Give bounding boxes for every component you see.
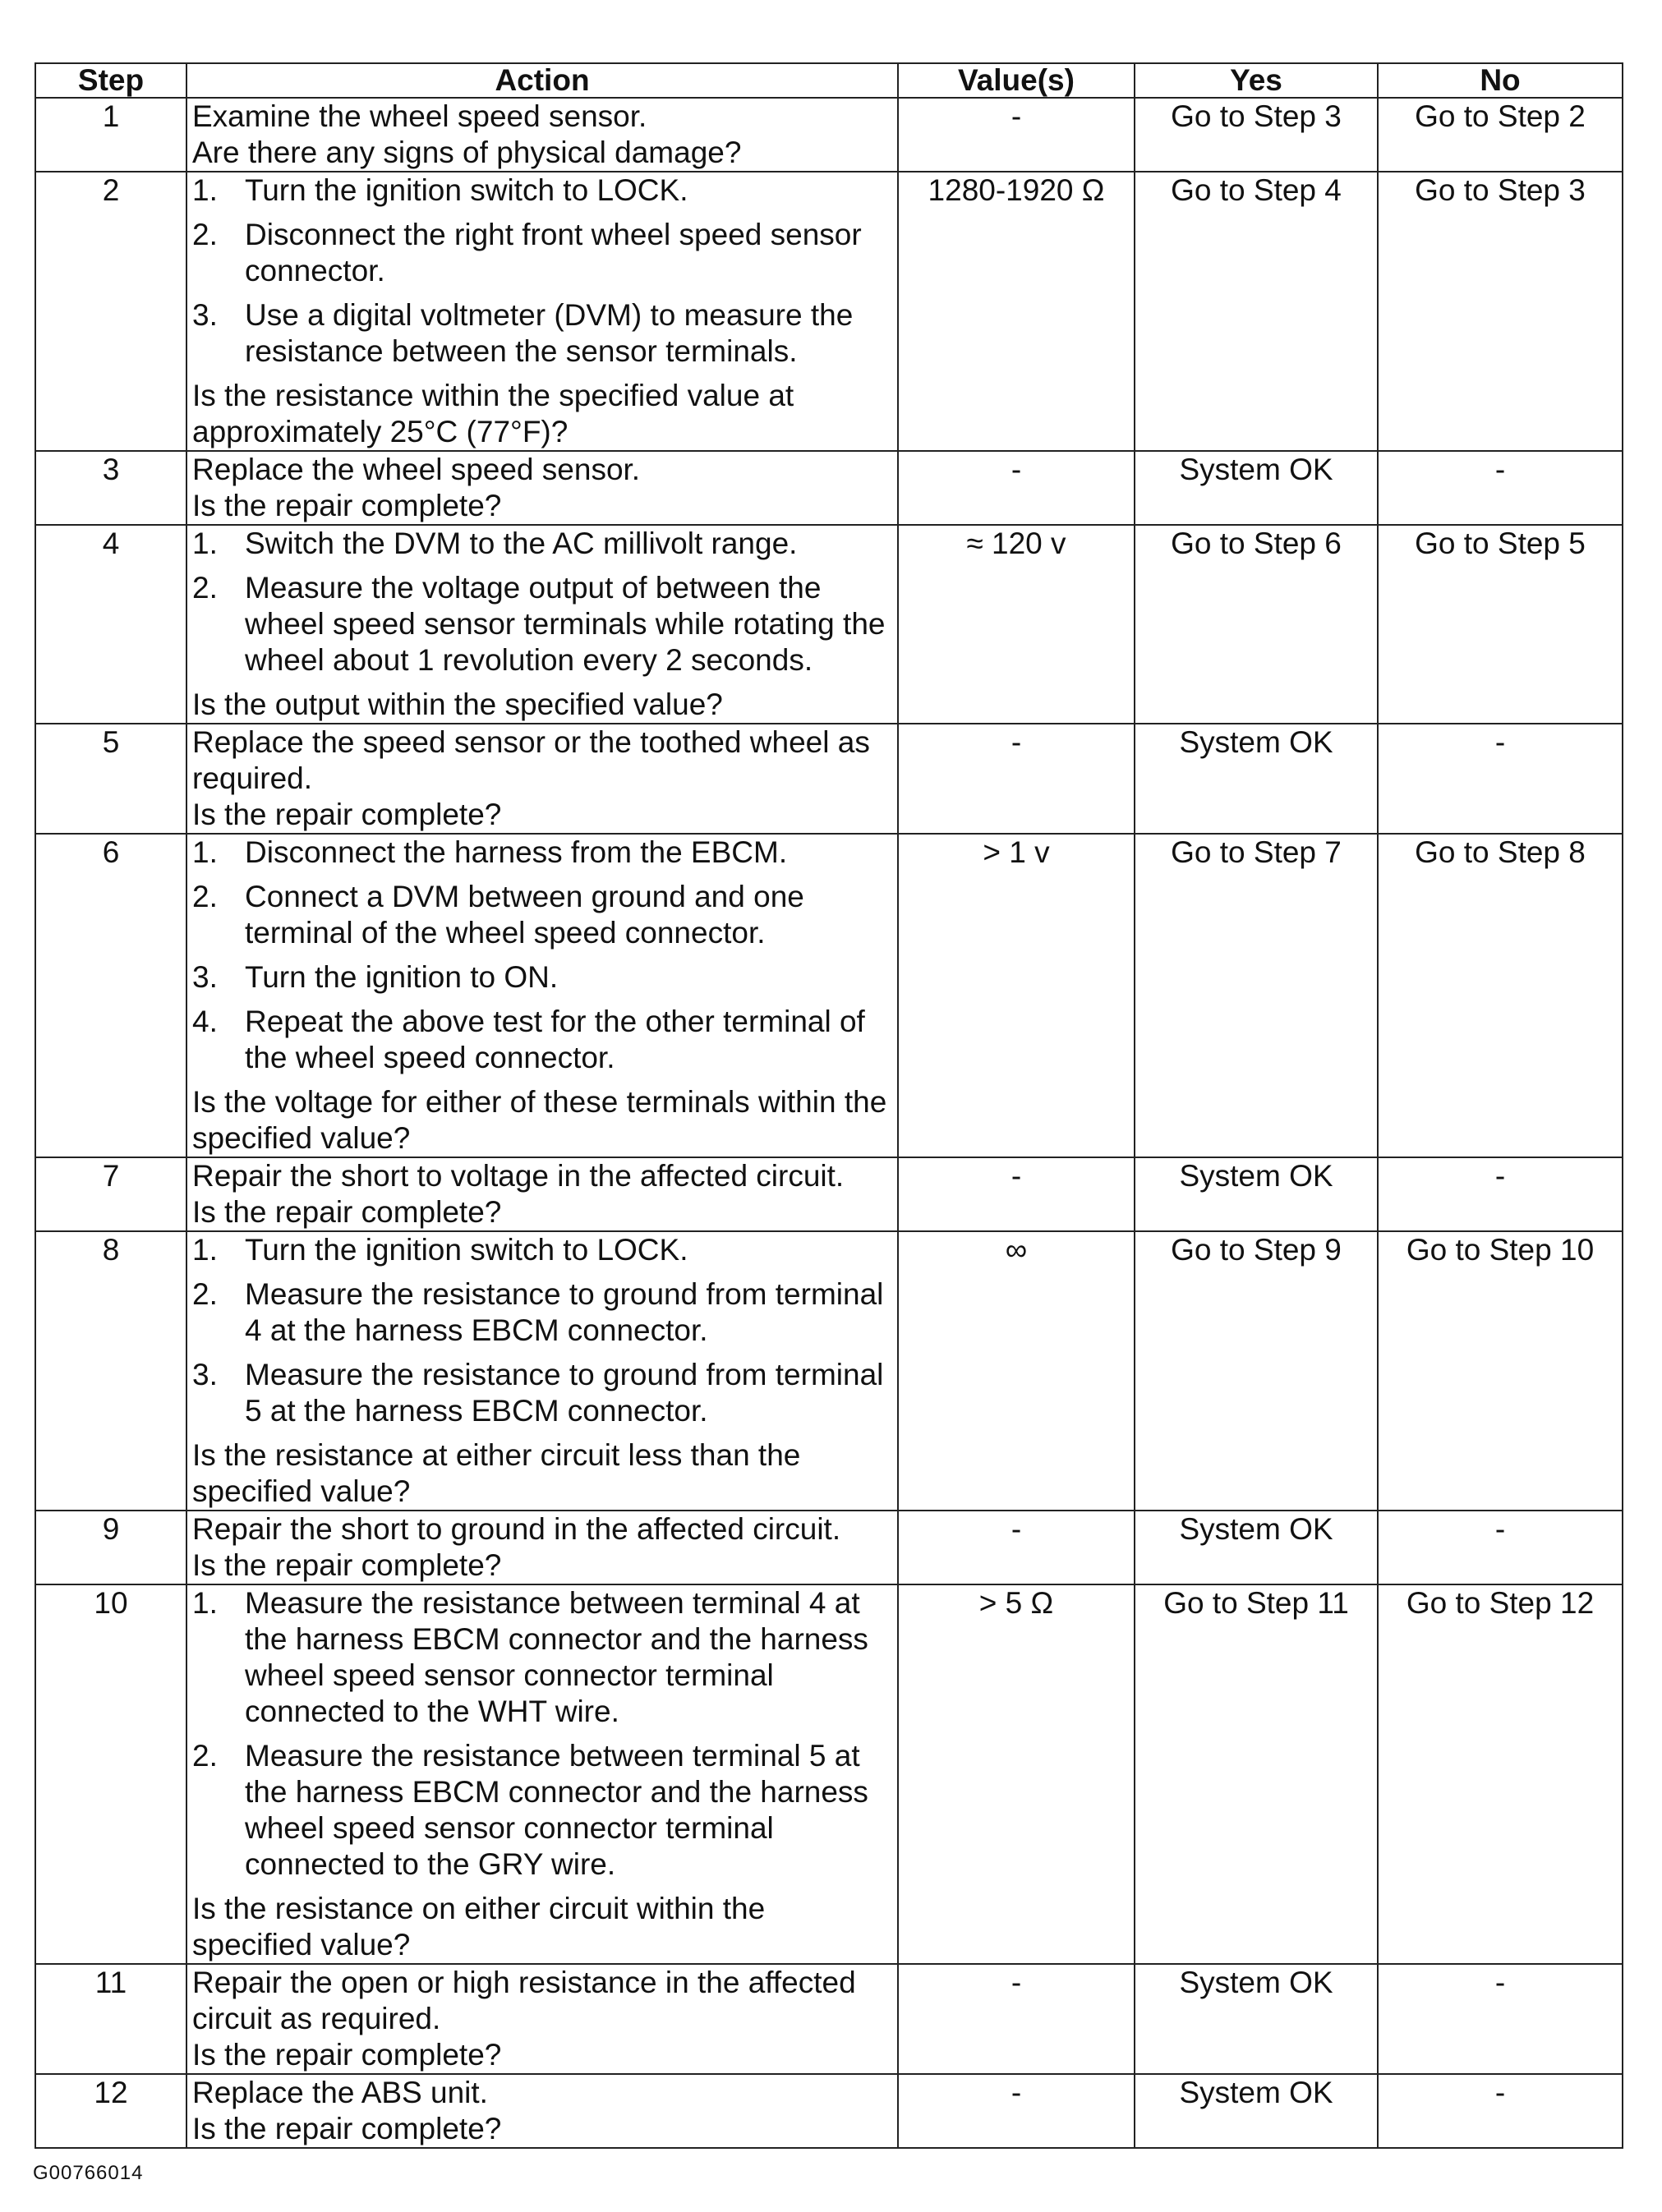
header-row [35, 63, 1623, 98]
no-cell: Go to Step 5 [1378, 525, 1623, 724]
action-item-number: 2. [192, 571, 218, 605]
table-row [35, 1511, 1623, 1584]
no-cell: - [1378, 724, 1623, 834]
step-number-cell: 9 [35, 1511, 186, 1584]
action-list-item [192, 1738, 892, 1883]
step-number-cell: 2 [35, 172, 186, 451]
action-item-text: Measure the voltage output of between the wheel speed sensor terminals while rotating the wheel about 1 revolution every 2 seconds. [245, 571, 886, 677]
action-item-number: 1. [192, 527, 218, 560]
action-item-number: 2. [192, 1739, 218, 1773]
action-list-item [192, 959, 892, 996]
action-text-line: Examine the wheel speed sensor. [192, 99, 647, 133]
action-list-item [192, 172, 892, 209]
action-list-item [192, 570, 892, 678]
action-cell [186, 98, 898, 172]
no-cell: - [1378, 1964, 1623, 2074]
value-cell: > 1 v [898, 834, 1135, 1157]
action-item-text: Use a digital voltmeter (DVM) to measure the resistance between the sensor terminals. [245, 298, 854, 368]
yes-cell: System OK [1135, 451, 1378, 525]
step-number-cell: 3 [35, 451, 186, 525]
action-item-number: 1. [192, 173, 218, 207]
table-row [35, 98, 1623, 172]
diagnostic-table [35, 62, 1623, 2149]
value-cell: - [898, 1511, 1135, 1584]
yes-cell: Go to Step 7 [1135, 834, 1378, 1157]
yes-cell: Go to Step 11 [1135, 1584, 1378, 1964]
yes-cell: System OK [1135, 724, 1378, 834]
header-no: No [1378, 63, 1623, 98]
yes-cell: System OK [1135, 1511, 1378, 1584]
value-cell: - [898, 98, 1135, 172]
action-item-text: Measure the resistance to ground from terminal 5 at the harness EBCM connector. [245, 1358, 884, 1428]
action-item-number: 1. [192, 1586, 218, 1620]
table-row [35, 724, 1623, 834]
action-cell [186, 451, 898, 525]
action-item-text: Measure the resistance to ground from terminal 4 at the harness EBCM connector. [245, 1277, 884, 1347]
action-item-text: Connect a DVM between ground and one terminal of the wheel speed connector. [245, 880, 804, 950]
yes-cell: Go to Step 6 [1135, 525, 1378, 724]
header-values: Value(s) [898, 63, 1135, 98]
no-cell: - [1378, 2074, 1623, 2148]
action-list-item [192, 526, 892, 562]
action-item-text: Repeat the above test for the other terminal of the wheel speed connector. [245, 1005, 865, 1074]
table-row [35, 1584, 1623, 1964]
action-list-item [192, 217, 892, 289]
step-number-cell: 8 [35, 1231, 186, 1511]
action-item-number: 3. [192, 298, 218, 332]
action-item-text: Turn the ignition switch to LOCK. [245, 173, 688, 207]
action-text-line: Is the repair complete? [192, 1548, 502, 1582]
table-body [35, 98, 1623, 2148]
header-step: Step [35, 63, 186, 98]
action-item-number: 3. [192, 1358, 218, 1391]
action-list-item [192, 879, 892, 951]
action-item-number: 2. [192, 218, 218, 251]
no-cell: - [1378, 1511, 1623, 1584]
action-text-line: Is the repair complete? [192, 2038, 502, 2072]
action-text-line: Replace the ABS unit. [192, 2076, 488, 2109]
action-text-line: Repair the open or high resistance in the affected circuit as required. [192, 1966, 856, 2035]
action-item-number: 2. [192, 880, 218, 913]
action-text-line: Is the output within the specified value? [192, 688, 723, 721]
action-list-item [192, 1357, 892, 1429]
action-text-line: Replace the speed sensor or the toothed wheel as required. [192, 725, 870, 795]
action-cell [186, 1157, 898, 1231]
step-number-cell: 12 [35, 2074, 186, 2148]
action-text-line: Are there any signs of physical damage? [192, 136, 742, 169]
header-action: Action [186, 63, 898, 98]
yes-cell: System OK [1135, 1157, 1378, 1231]
value-cell: > 5 Ω [898, 1584, 1135, 1964]
action-item-number: 1. [192, 1233, 218, 1267]
yes-cell: Go to Step 4 [1135, 172, 1378, 451]
value-cell: - [898, 1964, 1135, 2074]
value-cell: 1280-1920 Ω [898, 172, 1135, 451]
figure-code: G00766014 [33, 2162, 144, 2184]
table-row [35, 834, 1623, 1157]
action-item-text: Turn the ignition switch to LOCK. [245, 1233, 688, 1267]
yes-cell: Go to Step 3 [1135, 98, 1378, 172]
action-item-text: Measure the resistance between terminal 5 at the harness EBCM connector and the harness wheel speed sensor connector terminal connected to the GRY wire. [245, 1739, 868, 1881]
action-text-line: Is the repair complete? [192, 2112, 502, 2145]
value-cell: - [898, 724, 1135, 834]
no-cell: Go to Step 12 [1378, 1584, 1623, 1964]
value-cell: - [898, 1157, 1135, 1231]
step-number-cell: 6 [35, 834, 186, 1157]
action-item-number: 3. [192, 960, 218, 994]
value-cell: ≈ 120 v [898, 525, 1135, 724]
action-item-text: Turn the ignition to ON. [245, 960, 559, 994]
action-cell [186, 1231, 898, 1511]
yes-cell: Go to Step 9 [1135, 1231, 1378, 1511]
table-row [35, 1964, 1623, 2074]
table-row [35, 451, 1623, 525]
action-text-line: Is the repair complete? [192, 798, 502, 831]
action-cell [186, 1511, 898, 1584]
no-cell: Go to Step 3 [1378, 172, 1623, 451]
action-item-number: 1. [192, 835, 218, 869]
value-cell: - [898, 451, 1135, 525]
action-text-line: Is the resistance within the specified value at approximately 25°C (77°F)? [192, 379, 794, 448]
no-cell: Go to Step 8 [1378, 834, 1623, 1157]
yes-cell: System OK [1135, 1964, 1378, 2074]
action-item-number: 2. [192, 1277, 218, 1311]
table-row [35, 525, 1623, 724]
step-number-cell: 7 [35, 1157, 186, 1231]
table-row [35, 1157, 1623, 1231]
action-cell [186, 525, 898, 724]
action-list-item [192, 1276, 892, 1349]
action-cell [186, 724, 898, 834]
action-cell [186, 1964, 898, 2074]
action-list-item [192, 297, 892, 370]
no-cell: - [1378, 1157, 1623, 1231]
action-cell [186, 172, 898, 451]
value-cell: ∞ [898, 1231, 1135, 1511]
step-number-cell: 5 [35, 724, 186, 834]
action-list-item [192, 1004, 892, 1076]
no-cell: Go to Step 2 [1378, 98, 1623, 172]
action-text-line: Is the repair complete? [192, 1195, 502, 1229]
no-cell: Go to Step 10 [1378, 1231, 1623, 1511]
action-cell [186, 2074, 898, 2148]
action-item-text: Switch the DVM to the AC millivolt range. [245, 527, 798, 560]
step-number-cell: 1 [35, 98, 186, 172]
table-row [35, 1231, 1623, 1511]
action-text-line: Replace the wheel speed sensor. [192, 453, 641, 486]
value-cell: - [898, 2074, 1135, 2148]
action-text-line: Is the voltage for either of these terminals within the specified value? [192, 1085, 887, 1155]
step-number-cell: 10 [35, 1584, 186, 1964]
step-number-cell: 11 [35, 1964, 186, 2074]
header-yes: Yes [1135, 63, 1378, 98]
action-cell [186, 1584, 898, 1964]
no-cell: - [1378, 451, 1623, 525]
action-text-line: Repair the short to ground in the affected circuit. [192, 1512, 841, 1546]
action-text-line: Is the resistance at either circuit less than the specified value? [192, 1438, 801, 1508]
action-item-text: Disconnect the harness from the EBCM. [245, 835, 788, 869]
table-row [35, 172, 1623, 451]
action-item-text: Measure the resistance between terminal 4 at the harness EBCM connector and the harness wheel speed sensor connector terminal connected to the WHT wire. [245, 1586, 868, 1728]
action-list-item [192, 1585, 892, 1730]
action-item-number: 4. [192, 1005, 218, 1038]
yes-cell: System OK [1135, 2074, 1378, 2148]
step-number-cell: 4 [35, 525, 186, 724]
action-list-item [192, 835, 892, 871]
table-row [35, 2074, 1623, 2148]
action-text-line: Is the repair complete? [192, 489, 502, 522]
action-list-item [192, 1232, 892, 1268]
action-item-text: Disconnect the right front wheel speed sensor connector. [245, 218, 862, 287]
action-cell [186, 834, 898, 1157]
action-text-line: Is the resistance on either circuit within the specified value? [192, 1892, 766, 1961]
action-text-line: Repair the short to voltage in the affected circuit. [192, 1159, 845, 1193]
